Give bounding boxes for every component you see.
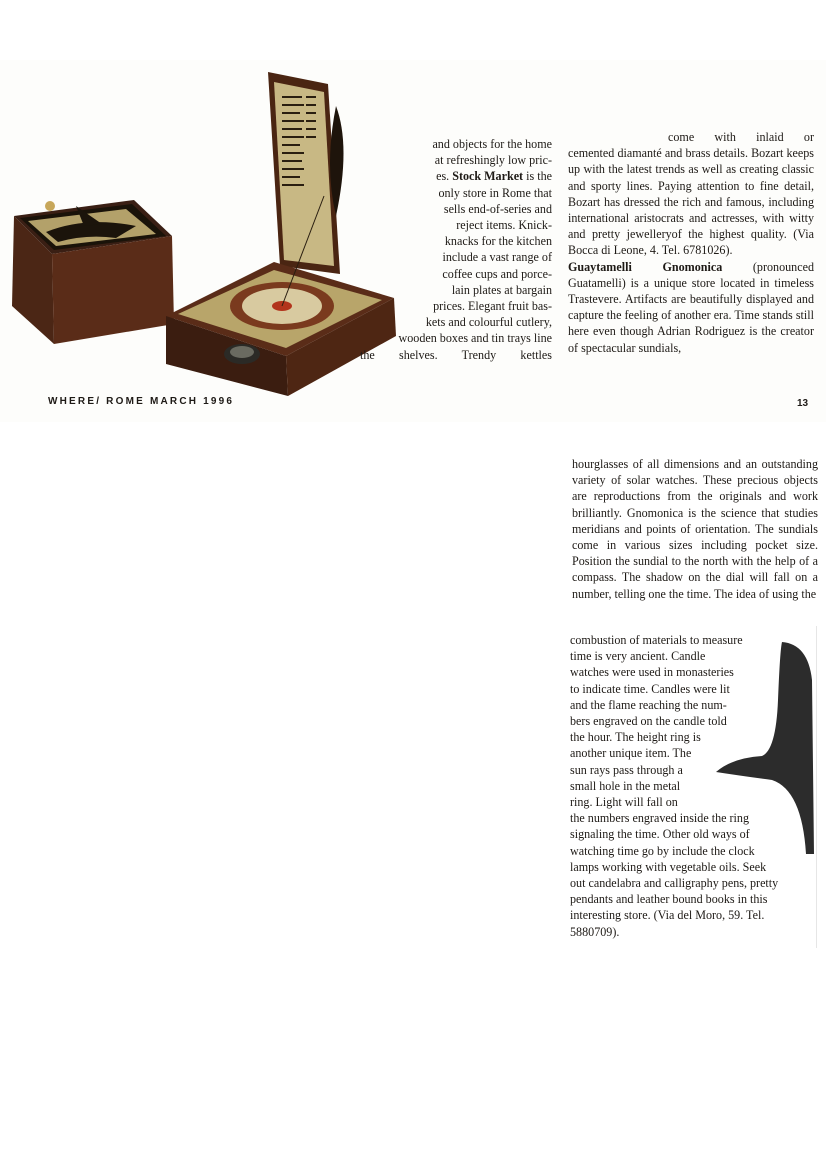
text-line: lamps working with vegetable oils. Seek	[570, 859, 767, 874]
text-line: time is very ancient. Candle	[570, 649, 706, 664]
article-column-b	[568, 129, 814, 356]
page-number: 13	[797, 398, 809, 409]
text-line: ring. Light will fall on	[570, 795, 678, 810]
text-line: include a vast range of	[442, 250, 552, 265]
store-name-stock-market: Stock Market	[452, 169, 524, 184]
text-line: the hour. The height ring is	[570, 730, 701, 745]
publication-footer: WHERE/ ROME MARCH 1996	[48, 396, 235, 407]
text-line: combustion of materials to measure	[570, 633, 743, 647]
continued-paragraph: hourglasses of all dimensions and an outstanding variety of solar watches. These precious objects are reproductions from the originals and work brilliantly. Gnomonica is the science that studies meridians and points of orientation. The sundials come in various sizes including pocket size. Position the sundial to the north with the help of a compass. The shadow on the dial will fall on a number, telling one the time. The idea of using the	[572, 457, 818, 601]
bozart-paragraph: cemented diamanté and brass details. Bozart keeps up with the latest trends as well as creating classic and sporty lines. Paying attention to fine detail, Bozart has dressed the rich and famous, including international aristocrats and actresses, with witty and pretty jewelleryof the highest quality. (Via Bocca di Leone, 4. Tel. 6781026).	[568, 146, 814, 258]
text-line: signaling the time. Other old ways of	[570, 827, 750, 842]
text-line: sells end-of-series and	[443, 201, 552, 216]
article-column-c	[572, 456, 818, 602]
text-line: es. Stock Market is the	[436, 169, 552, 184]
text-line: and the flame reaching the num-	[570, 697, 727, 712]
article-column-d	[570, 632, 820, 940]
text-line: pendants and leather bound books in this	[570, 892, 768, 907]
text-line: 5880709).	[570, 924, 620, 939]
text-line: sun rays pass through a	[570, 762, 683, 777]
text-line: small hole in the metal	[570, 778, 681, 793]
text-line: watching time go by include the clock	[570, 843, 755, 858]
text-line: out candelabra and calligraphy pens, pretty	[570, 876, 779, 891]
text-line: the shelves. Trendy kettles	[360, 347, 552, 362]
lead-line: come with inlaid or	[668, 130, 814, 144]
text-line: bers engraved on the candle told	[570, 714, 727, 729]
text-line: prices. Elegant fruit bas-	[433, 299, 552, 314]
article-column-a	[360, 136, 552, 363]
sundial-box-closed	[12, 200, 174, 344]
gnomonica-paragraph: Guaytamelli Gnomonica (pronounced Guatamelli) is a unique store located in timeless Trastevere. Artifacts are beautifully displayed and capture the feeling of another era. Time stands still here even though Adrian Rodriguez is the creator of spectacular sundials,	[568, 259, 814, 355]
text-line: interesting store. (Via del Moro, 59. Tel.	[570, 908, 765, 923]
text-line: reject items. Knick-	[456, 218, 552, 233]
text-line: knacks for the kitchen	[444, 234, 552, 249]
text-line: only store in Rome that	[438, 185, 552, 200]
text-line: kets and colourful cutlery,	[425, 315, 552, 330]
text-line: and objects for the home	[432, 137, 552, 151]
text-line: at refreshingly low pric-	[434, 153, 552, 168]
text-line: wooden boxes and tin trays line	[398, 331, 552, 346]
store-name-gnomonica: Guaytamelli Gnomonica	[568, 259, 723, 274]
text-line: the numbers engraved inside the ring	[570, 811, 750, 826]
text-line: watches were used in monasteries	[570, 665, 734, 680]
sundial-photo	[6, 66, 406, 396]
text-line: another unique item. The	[570, 746, 692, 761]
text-line: lain plates at bargain	[451, 282, 552, 297]
text-line: to indicate time. Candles were lit	[570, 681, 730, 696]
text-line: coffee cups and porce-	[442, 266, 552, 281]
